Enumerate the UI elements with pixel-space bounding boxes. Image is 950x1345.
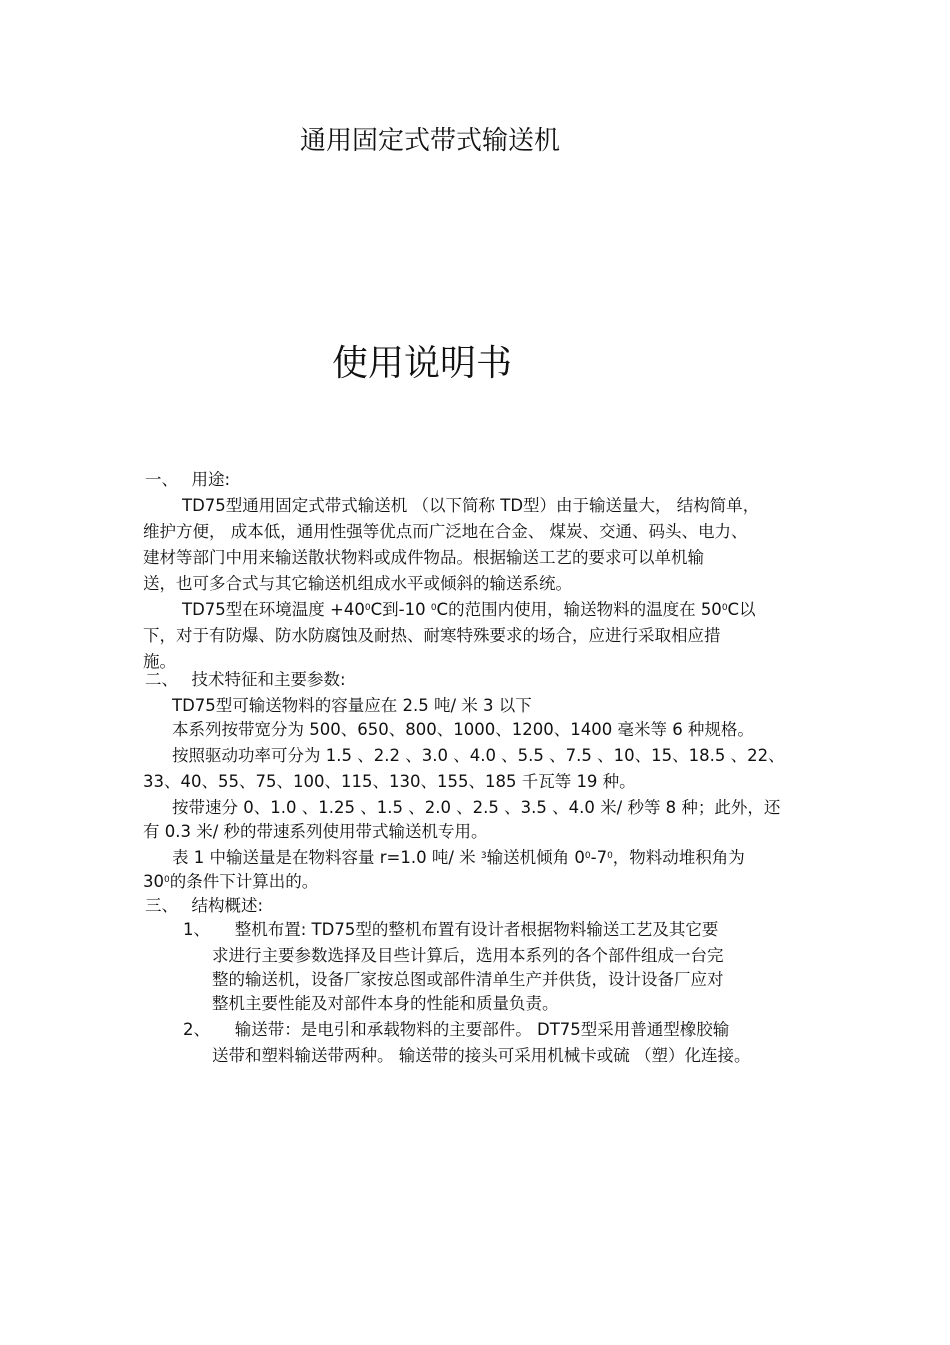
paragraph-line: 按照驱动功率可分为 1.5 、2.2 、3.0 、4.0 、5.5 、7.5 、10、15、18.5 、22、 (172, 746, 785, 765)
paragraph-line: 本系列按带宽分为 500、650、800、1000、1200、1400 毫米等 6 种规格。 (172, 720, 754, 739)
list-item: 1、 整机布置: TD75型的整机布置有设计者根据物料输送工艺及其它要 (183, 920, 719, 939)
section-heading-specs: 二、 技术特征和主要参数: (145, 670, 346, 689)
list-item-continuation: 整的输送机，设备厂家按总图或部件清单生产并供货，设计设备厂应对 (212, 970, 724, 989)
paragraph-line: 表 1 中输送量是在物料容量 r=1.0 吨/ 米 $^3$输送机倾角 $0^0-7^0$，物料动堆积角为 (172, 848, 745, 867)
paragraph-line: 有 0.3 米/ 秒的带速系列使用带式输送机专用。 (143, 822, 488, 841)
paragraph-line: TD75型可输送物料的容量应在 2.5 吨/ 米 3 以下 (172, 696, 532, 715)
paragraph-line: 下，对于有防爆、防水防腐蚀及耐热、耐寒特殊要求的场合，应进行采取相应措 (143, 626, 721, 645)
paragraph-line: $30^0$的条件下计算出的。 (143, 872, 319, 891)
paragraph-line: TD75型在环境温度 $+40^0C$到-10 $^0$C的范围内使用，输送物料的温度在 $50^0C$以 (182, 600, 756, 619)
paragraph-line: 按带速分 0、1.0 、1.25 、1.5 、2.0 、2.5 、3.5 、4.0 米/ 秒等 8 种；此外，还 (172, 798, 781, 817)
list-item: 2、 输送带：是电引和承载物料的主要部件。 DT75型采用普通型橡胶输 (183, 1020, 730, 1039)
section-heading-usage: 一、 用途: (145, 470, 231, 489)
list-item-continuation: 求进行主要参数选择及目些计算后，选用本系列的各个部件组成一台完 (212, 946, 724, 965)
paragraph-line: 施。 (143, 652, 176, 671)
paragraph-line: 33、40、55、75、100、115、130、155、185 千瓦等 19 种。 (143, 772, 636, 791)
paragraph-line: 建材等部门中用来输送散状物料或成件物品。根据输送工艺的要求可以单机输 (143, 548, 704, 567)
document-title: 通用固定式带式输送机 (300, 126, 561, 156)
paragraph-line: TD75型通用固定式带式输送机 （以下简称 TD型）由于输送量大， 结构简单， (182, 496, 760, 515)
paragraph-line: 维护方便， 成本低，通用性强等优点而广泛地在合金、 煤炭、交通、码头、电力、 (143, 522, 748, 541)
paragraph-line: 送，也可多合式与其它输送机组成水平或倾斜的输送系统。 (143, 574, 572, 593)
section-heading-structure: 三、 结构概述: (145, 896, 264, 915)
document-subtitle: 使用说明书 (332, 343, 513, 384)
list-item-continuation: 送带和塑料输送带两种。 输送带的接头可采用机械卡或硫 （塑）化连接。 (212, 1046, 751, 1065)
list-item-continuation: 整机主要性能及对部件本身的性能和质量负责。 (212, 994, 559, 1013)
